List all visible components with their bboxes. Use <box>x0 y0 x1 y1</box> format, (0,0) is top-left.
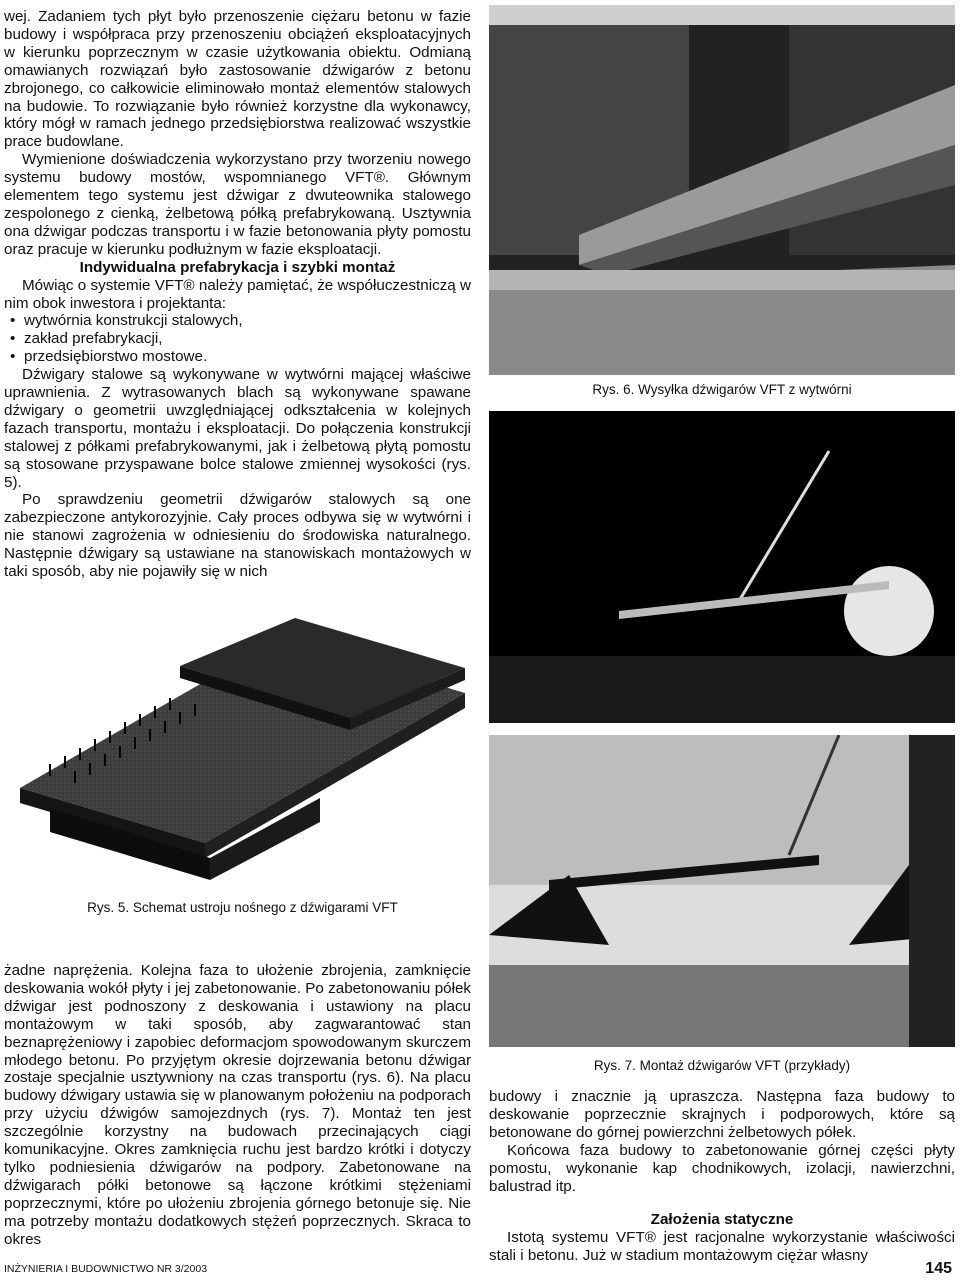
left-column-text <box>4 8 471 581</box>
crane-lift-photo <box>489 735 955 1047</box>
figure-7-caption: Rys. 7. Montaż dźwigarów VFT (przykłady) <box>593 1058 851 1073</box>
list-item: • zakład prefabrykacji, <box>24 330 471 348</box>
section-heading: Indywidualna prefabrykacja i szybki montaż <box>79 258 396 276</box>
paragraph: Po sprawdzeniu geometrii dźwigarów stalowych są one zabezpieczone antykorozyjnie. Cały proces odbywa się w wytwórni i nie stanowi zagrożenia w odniesieniu do środowiska naturalnego. Następnie dźwigary są ustawiane na stanowiskach montażowych w taki sposób, aby nie pojawiły się w nich <box>4 491 471 581</box>
bottom-left-text <box>4 962 471 1249</box>
paragraph: Dźwigary stalowe są wykonywane w wytwórni mającej właściwe uprawnienia. Z wytrasowanych blach są wykonywane spawane dźwigary o geometrii uwzględniającej odkształcenia w kolejnych fazach transportu, montażu i eksploatacji. Do połączenia konstrukcji stalowej z półkami prefabrykowanymi, jak i żelbetową płytą pomostu są stosowane przyspawane bolce stalowe zmiennej wysokości (rys. 5). <box>4 366 471 491</box>
paragraph: Istotą systemu VFT® jest racjonalne wykorzystanie właściwości stali i betonu. Już w stadium montażowym ciężar własny <box>489 1229 955 1265</box>
girder-schematic-drawing <box>20 618 465 890</box>
paragraph: żadne naprężenia. Kolejna faza to ułożenie zbrojenia, zamknięcie deskowania wokół płyty i jej zabetonowanie. Po zabetonowaniu półek dźwigar jest podnoszony z deskowania i ustawiony na placu montażowym w taki sposób, aby zagwarantować stan beznaprężeniowy i zapobiec deformacjom spowodowanym skurczem młodego betonu. Po przyjętym okresie dojrzewania betonu dźwigar zostaje specjalnie usztywniony na czas transportu (rys. 6). Na placu budowy dźwigary ustawia się w planowanym położeniu na podporach przy użyciu dźwigów samojezdnych (rys. 7). Montaż ten jest szczególnie korzystny na budowach przecinających ciągi komunikacyjne. Okres zamknięcia ruchu jest bardzo krótki i dotyczy tylko podniesienia dźwigarów na podpory. Zabetonowane na dźwigarach półki betonowe są łączone krótkimi stężeniami poprzecznymi, które po ułożeniu zbrojenia górnego betonuje się. Nie ma potrzeby montażu dodatkowych stężeń poprzecznych. Skraca to okres <box>4 962 471 1248</box>
paragraph: budowy i znacznie ją upraszcza. Następna faza budowy to deskowanie poprzecznie skrajnych i podporowych, które są betonowane do górnej powierzchni żelbetowych półek. <box>489 1088 955 1141</box>
page-number: 145 <box>925 1260 952 1277</box>
bullet-list <box>4 312 471 366</box>
factory-girder-photo <box>489 5 955 375</box>
list-item: • wytwórnia konstrukcji stalowych, <box>24 312 471 330</box>
section-heading: Założenia statyczne <box>650 1211 794 1229</box>
figure-5-schematic <box>20 618 465 890</box>
figure-6-caption: Rys. 6. Wysyłka dźwigarów VFT z wytwórni <box>592 382 852 397</box>
paragraph: Wymienione doświadczenia wykorzystano przy tworzeniu nowego systemu budowy mostów, wspomnianego VFT®. Głównym elementem tego systemu jest dźwigar z dwuteownika stalowego zespolonego z cienką, żelbetową półką prefabrykowaną. Usztywnia ona dźwigar podczas transportu i w fazie betonowania płyty pomostu oraz pracuje w kierunku podłużnym w fazie eksploatacji. <box>4 151 471 258</box>
bottom-right-text <box>489 1088 955 1265</box>
figure-7a-photo <box>489 411 955 723</box>
journal-footer: INŻYNIERIA I BUDOWNICTWO NR 3/2003 <box>4 1263 208 1275</box>
figure-7b-photo <box>489 735 955 1047</box>
paragraph: Końcowa faza budowy to zabetonowanie górnej części płyty pomostu, wykonanie kap chodnikowych, izolacji, nawierzchni, balustrad itp. <box>489 1141 955 1195</box>
list-item: • przedsiębiorstwo mostowe. <box>24 348 471 366</box>
figure-6-photo <box>489 5 955 375</box>
paragraph: wej. Zadaniem tych płyt było przenoszenie ciężaru betonu w fazie budowy i współpraca przy przenoszeniu obciążeń eksploatacyjnych w kierunku poprzecznym w czasie użytkowania obiektu. Odmianą omawianych rozwiązań było zastosowanie dźwigarów z betonu zbrojonego, co całkowicie eliminowało montaż elementów stalowych na budowie. To rozwiązanie było również korzystne dla wykonawcy, który mógł w ramach jednego przedsiębiorstwa realizować wszystkie prace budowlane. <box>4 8 471 151</box>
night-crane-photo <box>489 411 955 723</box>
paragraph: Mówiąc o systemie VFT® należy pamiętać, że współuczestniczą w nim obok inwestora i projektanta: <box>4 276 471 312</box>
figure-5-caption: Rys. 5. Schemat ustroju nośnego z dźwigarami VFT <box>87 900 398 915</box>
